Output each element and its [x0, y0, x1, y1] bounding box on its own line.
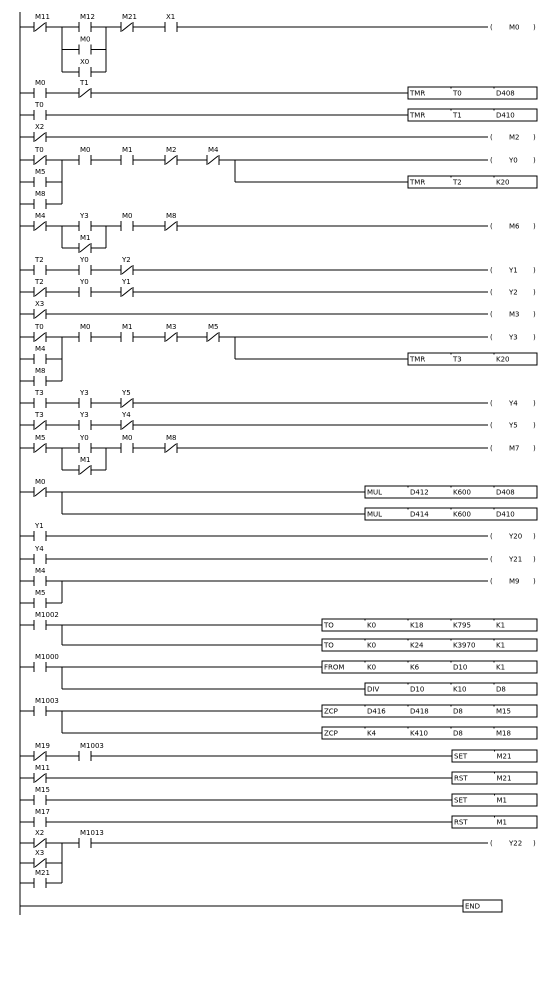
rung-18-line-1-box-0-field-1: D10: [410, 685, 425, 694]
rung-12-line-1-contact-0-label: M1: [80, 456, 91, 464]
rung-14-line-0-coil-0-label: Y20: [509, 532, 523, 541]
rung-13-line-0-box-0-field-3: D408: [496, 488, 515, 497]
rung-15-line-0-coil-0-paren-right: ): [533, 555, 536, 564]
rung-24-line-0-coil-0-paren-right: ): [533, 839, 536, 848]
rung-10-line-0-contact-2-slash: [122, 399, 132, 407]
rung-17-line-0-box-0-field-2: K18: [410, 621, 424, 630]
rung-19-line-0-box-0-field-1: D416: [367, 707, 386, 716]
rung-1-line-0-contact-0-label: M0: [35, 79, 46, 87]
rung-2-line-0-box-0-field-1: T1: [453, 111, 462, 120]
rung-8-line-0-coil-0-paren-left: (: [490, 310, 493, 319]
rung-13-line-1-box-0-field-3: D410: [496, 510, 515, 519]
rung-24-line-2-contact-0-label: M21: [35, 869, 50, 877]
rung-9-line-0-box-1-field-2: K20: [496, 355, 510, 364]
rung-8-line-0-coil-0-paren-right: ): [533, 310, 536, 319]
rung-9-line-1-contact-0-label: M4: [35, 345, 46, 353]
rung-16-line-0-coil-0-paren-right: ): [533, 577, 536, 586]
rung-14-line-0-contact-0-label: Y1: [35, 522, 44, 530]
rung-13-line-0-box-0-field-1: D412: [410, 488, 429, 497]
rung-19-line-0-contact-0-label: M1003: [35, 697, 59, 705]
rung-19-line-0-box-0-field-3: D8: [453, 707, 463, 716]
rung-6-line-0-contact-1-label: Y0: [80, 256, 89, 264]
rung-19-line-1-box-0-field-4: M18: [496, 729, 511, 738]
rung-11-line-0-coil-0-label: Y5: [509, 421, 518, 430]
rung-10-line-0-contact-1-label: Y3: [80, 389, 89, 397]
rung-23-line-0-contact-0-label: M17: [35, 808, 50, 816]
rung-1-line-0-contact-1-label: T1: [80, 79, 89, 87]
rung-24-line-1-contact-0-label: X3: [35, 849, 45, 857]
rung-12-line-0-contact-1-label: Y0: [80, 434, 89, 442]
rung-2-line-0-contact-0-label: T0: [35, 101, 44, 109]
rung-11-line-0-contact-0-label: T3: [35, 411, 44, 419]
rung-9-line-0-contact-4-slash: [208, 333, 218, 341]
rung-9-line-0-coil-0-paren-right: ): [533, 333, 536, 342]
rung-12-line-0-contact-3-slash: [166, 444, 176, 452]
rung-19-line-1-box-0-field-0: ZCP: [324, 729, 338, 738]
rung-1-line-0-box-0-field-0: TMR: [410, 89, 426, 98]
rung-12-line-0-contact-0-slash: [35, 444, 45, 452]
rung-10-line-0-coil-0-paren-right: ): [533, 399, 536, 408]
rung-18-line-1-box-0-field-0: DIV: [367, 685, 380, 694]
rung-17-line-1-box-0-field-1: K0: [367, 641, 377, 650]
rung-0-line-0-contact-1-label: M12: [80, 13, 95, 21]
rung-9-line-0-contact-3-slash: [166, 333, 176, 341]
rung-7-line-0-contact-0-label: T2: [35, 278, 44, 286]
rung-4-line-1-contact-0-label: M5: [35, 168, 46, 176]
rung-21-line-0-contact-0-label: M11: [35, 764, 50, 772]
rung-4-line-0-box-1-field-2: K20: [496, 178, 510, 187]
rung-18-line-0-contact-0-label: M1000: [35, 653, 59, 661]
rung-24-line-0-contact-0-label: X2: [35, 829, 45, 837]
rung-18-line-1-box-0-field-3: D8: [496, 685, 506, 694]
rung-9-line-0-coil-0-paren-left: (: [490, 333, 493, 342]
rung-24-line-0-coil-0-label: Y22: [509, 839, 523, 848]
rung-0-line-0-coil-0-paren-right: ): [533, 23, 536, 32]
rung-9-line-0-contact-4-label: M5: [208, 323, 219, 331]
rung-19-line-1-box-0-field-1: K4: [367, 729, 377, 738]
rung-4-line-2-contact-0-label: M8: [35, 190, 46, 198]
rung-12-line-0-contact-0-label: M5: [35, 434, 46, 442]
rung-5-line-0-contact-1-label: Y3: [80, 212, 89, 220]
rung-0-line-0-coil-0-paren-left: (: [490, 23, 493, 32]
rung-4-line-0-contact-4-label: M4: [208, 146, 219, 154]
rung-4-line-0-contact-2-label: M1: [122, 146, 133, 154]
rung-12-line-0-contact-3-label: M8: [166, 434, 177, 442]
rung-13-line-1-box-0-field-0: MUL: [367, 510, 383, 519]
rung-10-line-0-coil-0-paren-left: (: [490, 399, 493, 408]
rung-20-line-0-box-0-field-0: SET: [454, 752, 468, 761]
rung-16-line-0-coil-0-label: M9: [509, 577, 520, 586]
rung-3-line-0-contact-0-label: X2: [35, 123, 45, 131]
rung-4-line-0-box-1: [408, 176, 537, 188]
rung-4-line-0-contact-0-slash: [35, 156, 45, 164]
rung-20-line-0-contact-0-slash: [35, 752, 45, 760]
rung-12-line-0-contact-2-label: M0: [122, 434, 133, 442]
rung-13-line-1-box-0-field-2: K600: [453, 510, 471, 519]
rung-17-line-1-box-0-field-4: K1: [496, 641, 506, 650]
rung-11-line-0-contact-0-slash: [35, 421, 45, 429]
rung-15-line-0-coil-0-label: Y21: [509, 555, 523, 564]
rung-1-line-0-box-0-field-1: T0: [453, 89, 462, 98]
rung-15-line-0-coil-0-paren-left: (: [490, 555, 493, 564]
rung-7-line-0-contact-1-label: Y0: [80, 278, 89, 286]
rung-12-line-1-contact-0-slash: [80, 466, 90, 474]
rung-0-line-0-contact-3-label: X1: [166, 13, 176, 21]
rung-7-line-0-contact-2-slash: [122, 288, 132, 296]
rung-24-line-0-contact-0-slash: [35, 839, 45, 847]
rung-9-line-0-contact-3-label: M3: [166, 323, 177, 331]
rung-5-line-0-coil-0-paren-right: ): [533, 222, 536, 231]
rung-21-line-0-box-0-field-1: M21: [496, 774, 512, 783]
rung-2-line-0-box-0-field-2: D410: [496, 111, 515, 120]
rung-3-line-0-contact-0-slash: [35, 133, 45, 141]
rung-13-line-1-box-0-field-1: D414: [410, 510, 429, 519]
rung-5-line-0-contact-3-label: M8: [166, 212, 177, 220]
rung-17-line-0-contact-0-label: M1002: [35, 611, 59, 619]
rung-20-line-0-contact-1-label: M1003: [80, 742, 104, 750]
rung-24-line-0-contact-1-label: M1013: [80, 829, 104, 837]
rung-12-line-0-coil-0-paren-left: (: [490, 444, 493, 453]
rung-0-line-0-coil-0-label: M0: [509, 23, 520, 32]
rung-7-line-0-contact-0-slash: [35, 288, 45, 296]
rung-25-line-0-box-0-field-0: END: [465, 902, 481, 911]
rung-8-line-0-contact-0-label: X3: [35, 300, 45, 308]
rung-17-line-1-box-0-field-2: K24: [410, 641, 424, 650]
rung-14-line-0-coil-0-paren-right: ): [533, 532, 536, 541]
rung-8-line-0-contact-0-slash: [35, 310, 45, 318]
rung-5-line-0-coil-0-label: M6: [509, 222, 520, 231]
rung-3-line-0-coil-0-label: M2: [509, 133, 520, 142]
rung-7-line-0-coil-0-paren-left: (: [490, 288, 493, 297]
rung-4-line-0-coil-0-paren-left: (: [490, 156, 493, 165]
rung-19-line-0-box-0-field-2: D418: [410, 707, 429, 716]
rung-13-line-0-box-0-field-0: MUL: [367, 488, 383, 497]
rung-10-line-0-coil-0-label: Y4: [509, 399, 518, 408]
rung-1-line-0-contact-1-slash: [80, 89, 90, 97]
rung-4-line-0-box-1-field-0: TMR: [410, 178, 426, 187]
rung-4-line-0-coil-0-paren-right: ): [533, 156, 536, 165]
rung-0-line-1-contact-0-label: M0: [80, 35, 91, 44]
rung-19-line-0-box-0-field-0: ZCP: [324, 707, 338, 716]
rung-17-line-1-box-0-field-0: TO: [324, 641, 334, 650]
rung-9-line-0-coil-0-label: Y3: [509, 333, 518, 342]
rung-24-line-0-coil-0-paren-left: (: [490, 839, 493, 848]
rung-16-line-1-contact-0-label: M5: [35, 589, 46, 597]
rung-12-line-0-coil-0-label: M7: [509, 444, 520, 453]
rung-16-line-0-coil-0-paren-left: (: [490, 577, 493, 586]
rung-9-line-0-contact-0-slash: [35, 333, 45, 341]
rung-13-line-0-contact-0-slash: [35, 488, 45, 496]
rung-18-line-1-box-0-field-2: K10: [453, 685, 467, 694]
rung-5-line-0-contact-3-slash: [166, 222, 176, 230]
rung-4-line-0-contact-4-slash: [208, 156, 218, 164]
rung-5-line-0-contact-0-label: M4: [35, 212, 46, 220]
rung-3-line-0-coil-0-paren-right: ): [533, 133, 536, 142]
rung-11-line-0-coil-0-paren-left: (: [490, 421, 493, 430]
rung-11-line-0-contact-2-slash: [122, 421, 132, 429]
rung-10-line-0-contact-0-label: T3: [35, 389, 44, 397]
rung-5-line-0-contact-0-slash: [35, 222, 45, 230]
rung-4-line-0-contact-3-slash: [166, 156, 176, 164]
rung-11-line-0-coil-0-paren-right: ): [533, 421, 536, 430]
rung-18-line-0-box-0-field-2: K6: [410, 663, 420, 672]
rung-0-line-0-contact-2-label: M21: [122, 13, 137, 21]
rung-22-line-0-contact-0-label: M15: [35, 786, 50, 794]
rung-5-line-0-contact-2-label: M0: [122, 212, 133, 220]
rung-10-line-0-contact-2-label: Y5: [122, 389, 131, 397]
rung-9-line-0-contact-2-label: M1: [122, 323, 133, 331]
rung-11-line-0-contact-1-label: Y3: [80, 411, 89, 419]
rung-6-line-0-coil-0-paren-left: (: [490, 266, 493, 275]
rung-22-line-0-box-0-field-0: SET: [454, 796, 468, 805]
rung-19-line-1-box-0-field-3: D8: [453, 729, 463, 738]
rung-0-line-2-contact-0-label: X0: [80, 58, 90, 66]
rung-9-line-0-box-1-field-0: TMR: [410, 355, 426, 364]
rung-6-line-0-contact-2-label: Y2: [122, 256, 131, 264]
rung-18-line-0-box-0-field-3: D10: [453, 663, 468, 672]
rung-23-line-0-box-0-field-0: RST: [454, 818, 468, 827]
rung-15-line-0-contact-0-label: Y4: [35, 545, 44, 553]
rung-2-line-0-box-0-field-0: TMR: [410, 111, 426, 120]
rung-17-line-0-box-0-field-3: K795: [453, 621, 471, 630]
rung-5-line-1-contact-0-label: M1: [80, 234, 91, 242]
rung-12-line-0-coil-0-paren-right: ): [533, 444, 536, 453]
rung-9-line-0-contact-0-label: T0: [35, 323, 44, 331]
rung-18-line-0-box-0-field-0: FROM: [324, 663, 345, 672]
rung-5-line-0-coil-0-paren-left: (: [490, 222, 493, 231]
rung-0-line-0-contact-0-label: M11: [35, 13, 50, 21]
rung-19-line-1-box-0-field-2: K410: [410, 729, 428, 738]
rung-5-line-1-contact-0-slash: [80, 244, 90, 252]
rung-18-line-0-box-0-field-4: K1: [496, 663, 506, 672]
rung-13-line-0-box-0-field-2: K600: [453, 488, 471, 497]
rung-1-line-0-box-0: [408, 87, 537, 99]
rung-4-line-0-contact-0-label: T0: [35, 146, 44, 154]
rung-6-line-0-contact-0-label: T2: [35, 256, 44, 264]
rung-4-line-0-contact-3-label: M2: [166, 146, 177, 154]
rung-17-line-0-box-0-field-1: K0: [367, 621, 377, 630]
rung-20-line-0-box-0-field-1: M21: [496, 752, 512, 761]
rung-16-line-0-contact-0-label: M4: [35, 567, 46, 575]
rung-21-line-0-box-0-field-0: RST: [454, 774, 468, 783]
rung-4-line-0-contact-1-label: M0: [80, 146, 91, 154]
rung-7-line-0-coil-0-label: Y2: [509, 288, 518, 297]
rungs-layer: [20, 13, 537, 912]
rung-0-line-0-contact-2-slash: [122, 23, 132, 31]
rung-9-line-2-contact-0-label: M8: [35, 367, 46, 375]
rung-9-line-0-box-1-field-1: T3: [453, 355, 462, 364]
rung-6-line-0-coil-0-paren-right: ): [533, 266, 536, 275]
rung-20-line-0-contact-0-label: M19: [35, 742, 50, 750]
rung-1-line-0-box-0-field-2: D408: [496, 89, 515, 98]
rung-13-line-0-contact-0-label: M0: [35, 478, 46, 486]
rung-4-line-0-coil-0-label: Y0: [509, 156, 518, 165]
rung-18-line-1-box-0: [365, 683, 537, 695]
rung-9-line-0-contact-1-label: M0: [80, 323, 91, 331]
rung-23-line-0-box-0-field-1: M1: [496, 818, 507, 827]
rung-2-line-0-box-0: [408, 109, 537, 121]
rung-4-line-0-box-1-field-1: T2: [453, 178, 462, 187]
rung-17-line-0-box-0-field-0: TO: [324, 621, 334, 630]
rung-17-line-1-box-0-field-3: K3970: [453, 641, 476, 650]
rung-11-line-0-contact-2-label: Y4: [122, 411, 131, 419]
rung-17-line-0-box-0-field-4: K1: [496, 621, 506, 630]
rung-14-line-0-coil-0-paren-left: (: [490, 532, 493, 541]
rung-24-line-1-contact-0-slash: [35, 859, 45, 867]
rung-19-line-0-box-0-field-4: M15: [496, 707, 511, 716]
rung-7-line-0-coil-0-paren-right: ): [533, 288, 536, 297]
rung-0-line-0-contact-0-slash: [35, 23, 45, 31]
rung-3-line-0-coil-0-paren-left: (: [490, 133, 493, 142]
rung-6-line-0-contact-2-slash: [122, 266, 132, 274]
rung-8-line-0-coil-0-label: M3: [509, 310, 520, 319]
rung-22-line-0-box-0-field-1: M1: [496, 796, 507, 805]
rung-21-line-0-contact-0-slash: [35, 774, 45, 782]
rung-7-line-0-contact-2-label: Y1: [122, 278, 131, 286]
rung-9-line-0-box-1: [408, 353, 537, 365]
rung-6-line-0-coil-0-label: Y1: [509, 266, 518, 275]
rung-18-line-0-box-0-field-1: K0: [367, 663, 377, 672]
